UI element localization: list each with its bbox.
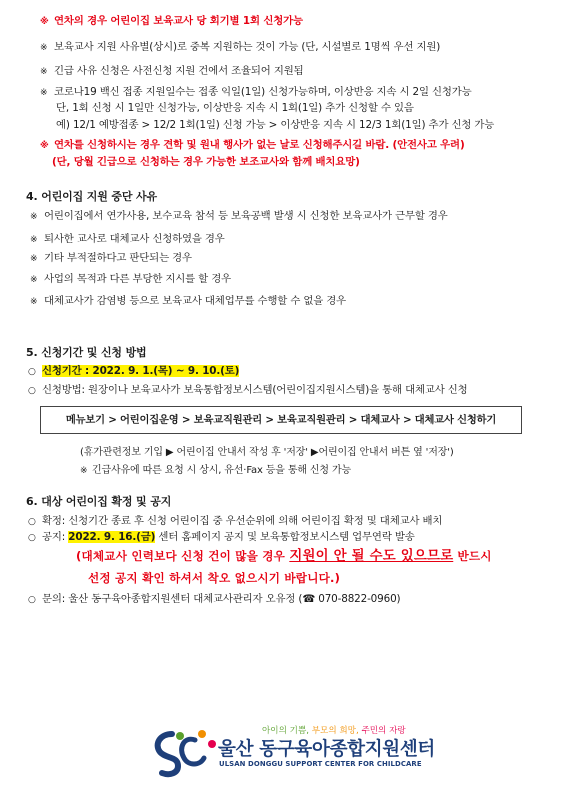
reference-mark: ※ xyxy=(40,88,48,98)
leave-info-steps: (휴가관련정보 기입 ▶ 어린이집 안내서 작성 후 '저장' ▶어린이집 안내서 버튼 옆 '저장') xyxy=(80,447,454,458)
circle-bullet-icon: ○ xyxy=(28,386,36,396)
reference-mark: ※ xyxy=(40,141,49,151)
section-4-item xyxy=(30,232,225,247)
note-text: 예) 12/1 예방접종 > 12/2 1회(1일) 신청 가능 > 이상반응 지속 시 12/3 1회(1일) 추가 신청 가능 xyxy=(56,119,495,131)
notice-text: (단, 당월 긴급으로 신청하는 경우 가능한 보조교사와 함께 배치요망) xyxy=(52,156,360,168)
reference-mark: ※ xyxy=(30,297,38,307)
warning-line-2: 선정 공지 확인 하셔서 착오 없으시기 바랍니다.) xyxy=(88,571,341,585)
reference-mark: ※ xyxy=(40,43,48,53)
reference-mark: ※ xyxy=(30,212,38,222)
warning-text: (대체교사 인력보다 신청 건이 많을 경우 xyxy=(76,549,290,563)
section-4-item xyxy=(30,209,448,224)
urgent-request-note xyxy=(80,464,351,478)
notice-text: 연차를 신청하시는 경우 견학 및 원내 행사가 없는 날로 신청해주시길 바람. (안전사고 우려) xyxy=(54,139,465,151)
note-covid-vaccine-detail xyxy=(56,101,414,115)
note-covid-vaccine-example xyxy=(56,118,494,132)
method-text: 신청방법: 원장이나 보육교사가 보육통합정보시스템(어린이집지원시스템)을 통해 대체교사 신청 xyxy=(42,384,468,396)
note-text: 연차의 경우 어린이집 보육교사 당 회기별 1회 신청가능 xyxy=(54,15,303,27)
center-logo xyxy=(150,720,450,780)
contact-text: 문의: 울산 동구육아종합지원센터 대체교사관리자 오유정 (☎ 070-8822-0960) xyxy=(42,593,401,605)
note-text: 보육교사 지원 사유별(상시)로 중복 지원하는 것이 가능 (단, 시설별로 1명씩 우선 지원) xyxy=(54,41,441,53)
note-annual-leave xyxy=(40,14,303,29)
warning-line-1 xyxy=(76,549,492,564)
period-value: 2022. 9. 1.(목) ~ 9. 10.(토) xyxy=(92,365,240,377)
reference-mark: ※ xyxy=(40,67,48,77)
center-name-english: ULSAN DONGGU SUPPORT CENTER FOR CHILDCARE xyxy=(219,760,422,768)
menu-path-box: 메뉴보기 > 어린이집운영 > 보육교직원관리 > 보육교직원관리 > 대체교사 > 대체교사 신청하기 xyxy=(40,406,522,434)
notice-prefix: 공지: xyxy=(42,531,69,543)
tagline-part: 주민의 자랑 xyxy=(361,726,406,736)
confirm-text: 확정: 신청기간 종료 후 신청 어린이집 중 우선순위에 의해 어린이집 확정 및 대체교사 배치 xyxy=(42,515,443,527)
tagline-part: 아이의 기쁨, xyxy=(262,726,312,736)
center-emblem-icon xyxy=(150,726,220,778)
application-period xyxy=(28,364,239,379)
note-text: 긴급 사유 신청은 사전신청 지원 건에서 조율되어 지원됨 xyxy=(54,65,304,77)
section-4-heading: 4. 어린이집 지원 중단 사유 xyxy=(26,190,158,203)
reference-mark: ※ xyxy=(30,275,38,285)
note-text: 단, 1회 신청 시 1일만 신청가능, 이상반응 지속 시 1회(1일) 추가 신청할 수 있음 xyxy=(56,102,414,114)
warning-emphasis: 지원이 안 될 수도 있으므로 xyxy=(289,549,454,564)
circle-bullet-icon: ○ xyxy=(28,595,36,605)
contact-info xyxy=(28,592,400,607)
section-4-item xyxy=(30,272,231,287)
warning-text: 반드시 xyxy=(453,549,492,563)
announcement-info xyxy=(28,530,415,545)
section-5-heading: 5. 신청기간 및 신청 방법 xyxy=(26,346,147,359)
item-text: 기타 부적절하다고 판단되는 경우 xyxy=(44,252,192,264)
section-4-item xyxy=(30,294,346,309)
reference-mark: ※ xyxy=(40,17,49,27)
item-text: 대체교사가 감염병 등으로 보육교사 대체업무를 수행할 수 없을 경우 xyxy=(44,295,347,307)
note-urgent-request xyxy=(40,64,303,79)
center-name-korean: 울산 동구육아종합지원센터 xyxy=(218,739,435,760)
circle-bullet-icon: ○ xyxy=(28,533,36,543)
section-4-item xyxy=(30,251,192,266)
item-text: 어린이집에서 연가사용, 보수교육 참석 등 보육공백 발생 시 신청한 보육교사가 근무할 경우 xyxy=(44,210,448,222)
reference-mark: ※ xyxy=(80,466,88,476)
application-method xyxy=(28,383,468,398)
period-label: 신청기간 : xyxy=(42,365,93,377)
reference-mark: ※ xyxy=(30,254,38,264)
announcement-date: 2022. 9. 16.(금) xyxy=(68,531,156,543)
notice-suffix: 센터 홈페이지 공지 및 보육통합정보시스템 업무연락 발송 xyxy=(155,531,415,543)
item-text: 퇴사한 교사로 대체교사 신청하였을 경우 xyxy=(44,233,225,245)
note-covid-vaccine xyxy=(40,85,472,100)
note-text: 긴급사유에 따른 요청 시 상시, 유선·Fax 등을 통해 신청 가능 xyxy=(92,465,351,476)
confirmation-info xyxy=(28,514,442,529)
notice-leave-warning xyxy=(40,138,465,153)
reference-mark: ※ xyxy=(30,235,38,245)
circle-bullet-icon: ○ xyxy=(28,517,36,527)
notice-leave-warning-sub xyxy=(52,155,360,169)
item-text: 사업의 목적과 다른 부당한 지시를 할 경우 xyxy=(44,273,232,285)
note-text: 코로나19 백신 접종 지원일수는 접종 익일(1일) 신청가능하며, 이상반응 지속 시 2일 신청가능 xyxy=(54,86,472,98)
circle-bullet-icon: ○ xyxy=(28,367,36,377)
section-6-heading: 6. 대상 어린이집 확정 및 공지 xyxy=(26,495,172,508)
note-duplicate-support xyxy=(40,40,440,55)
tagline-part: 부모의 희망, xyxy=(311,726,362,736)
